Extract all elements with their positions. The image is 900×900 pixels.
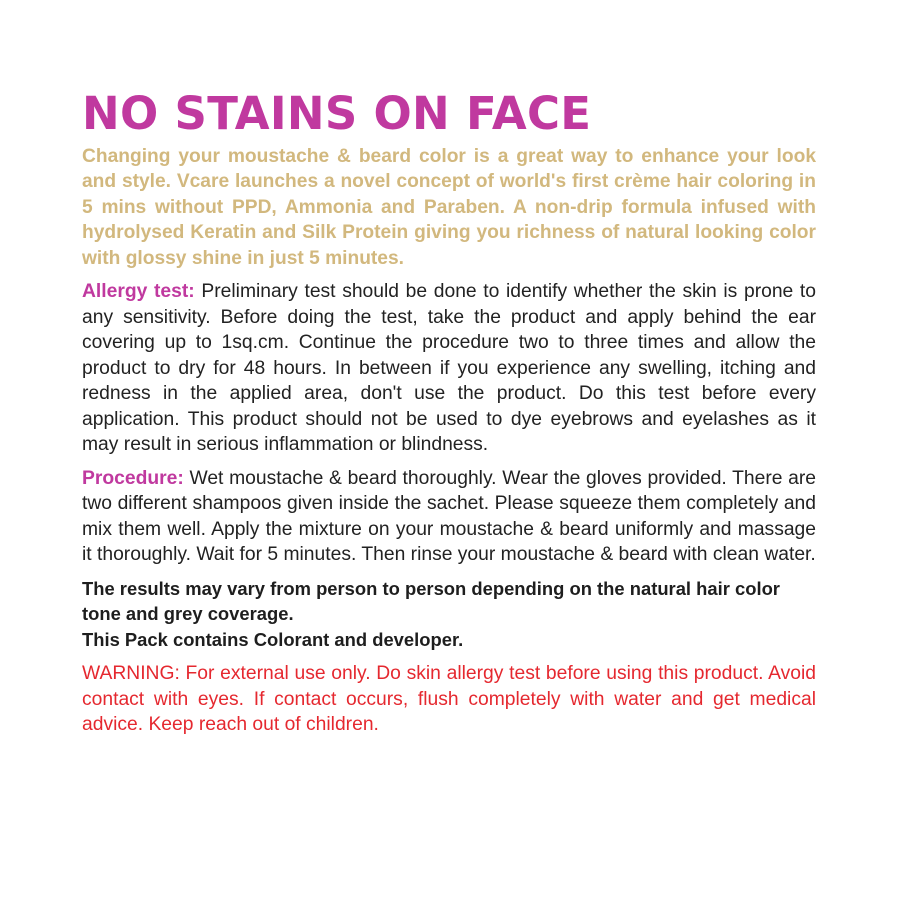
- allergy-test-label: Allergy test:: [82, 281, 195, 303]
- allergy-test-text: Preliminary test should be done to identify whether the skin is prone to any sensitivity. Before doing the test, take the product and apply behind the ear covering up to 1sq.cm. Continue the procedure two to three times and allow the product to dry for 48 hours. In between if you experience any swelling, itching and redness in the applied area, don't use the product. Do this test before every application. This product should not be used to dye eyebrows and eyelashes as it may result in serious inflammation or blindness.: [82, 281, 817, 456]
- results-note: The results may vary from person to person depending on the natural hair color tone and grey coverage.: [82, 577, 780, 625]
- allergy-test-section: [82, 279, 816, 458]
- intro-paragraph: Changing your moustache & beard color is a great way to enhance your look and style. Vcare launches a novel concept of world's first crème hair coloring in 5 mins without PPD, Ammonia and Paraben. A non-drip formula infused with hydrolysed Keratin and Silk Protein giving you richness of natural looking color with glossy shine in just 5 minutes.: [82, 146, 816, 269]
- procedure-section: [82, 466, 816, 568]
- page-title: NO STAINS ON FACE: [82, 87, 592, 140]
- procedure-label: Procedure:: [82, 467, 184, 489]
- notes-block: [82, 576, 816, 653]
- pack-contents-note: This Pack contains Colorant and developer.: [82, 628, 464, 650]
- product-instructions: [82, 88, 816, 738]
- procedure-text: Wet moustache & beard thoroughly. Wear the gloves provided. There are two different shampoos given inside the sachet. Please squeeze them completely and mix them well. Apply the mixture on your moustache & beard uniformly and massage it thoroughly. Wait for 5 minutes. Then rinse your moustache & beard with clean water.: [82, 467, 816, 566]
- warning-text: WARNING: For external use only. Do skin allergy test before using this product. Avoid contact with eyes. If contact occurs, flush completely with water and get medical advice. Keep reach out of children.: [82, 663, 816, 736]
